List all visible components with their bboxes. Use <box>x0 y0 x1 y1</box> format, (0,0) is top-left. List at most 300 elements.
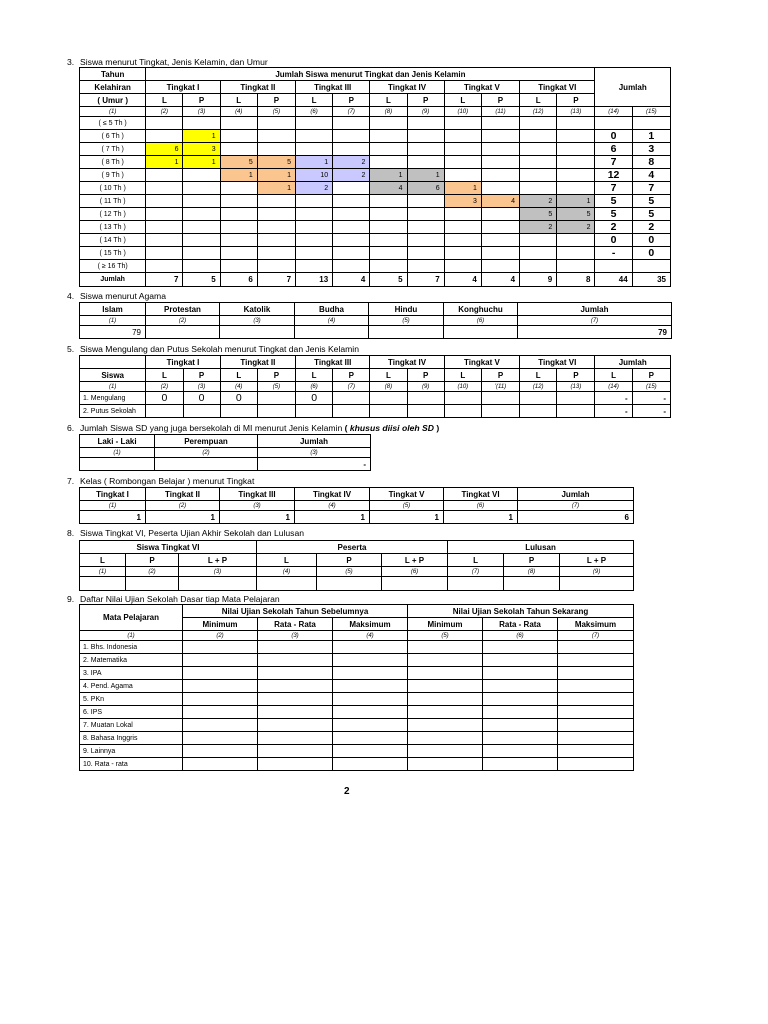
total-value: 4 <box>333 273 370 287</box>
score-cell <box>183 758 258 771</box>
l-header: L <box>220 369 257 382</box>
religion-value: 79 <box>518 326 672 339</box>
l-header: L <box>146 94 183 107</box>
blank-cell <box>80 356 146 369</box>
religion-header: Protestan <box>146 303 220 316</box>
cell-value <box>520 169 557 182</box>
cell-value <box>370 156 407 169</box>
score-subheader: Rata - Rata <box>483 618 558 631</box>
cell-value <box>257 260 295 273</box>
column-number: (14) <box>595 107 632 117</box>
p-header: P <box>632 369 670 382</box>
score-cell <box>333 732 408 745</box>
cell-value <box>296 130 333 143</box>
empty-cell <box>179 577 257 591</box>
cell-value <box>481 182 519 195</box>
cell-value <box>481 117 519 130</box>
cell-value <box>481 143 519 156</box>
score-cell <box>408 641 483 654</box>
cell-value <box>257 234 295 247</box>
score-cell <box>408 719 483 732</box>
cell-value <box>183 247 220 260</box>
score-cell <box>183 641 258 654</box>
cell-value <box>370 195 407 208</box>
p-header: P <box>333 94 370 107</box>
column-number: (11) <box>481 107 519 117</box>
cell-value <box>407 234 444 247</box>
cell-value: 6 <box>407 182 444 195</box>
tingkat-header: Tingkat VI <box>444 488 518 501</box>
cell-value <box>296 234 333 247</box>
column-number: (8) <box>370 107 407 117</box>
cell-value <box>370 234 407 247</box>
siswa-tingkat-vi-header: Siswa Tingkat VI <box>80 541 257 554</box>
p-header: P <box>407 369 444 382</box>
table-row <box>80 758 634 771</box>
total-p: - <box>632 405 670 418</box>
cell-value <box>183 195 220 208</box>
table-row <box>80 435 371 448</box>
total-l: - <box>595 405 632 418</box>
cell-value <box>370 208 407 221</box>
cell-value <box>370 130 407 143</box>
column-number: (7) <box>448 567 504 577</box>
column-number: (3) <box>220 316 295 326</box>
score-cell <box>258 641 333 654</box>
l-header: L <box>146 369 183 382</box>
cell-value <box>296 221 333 234</box>
cell-value <box>370 392 407 405</box>
l-header: L <box>296 94 333 107</box>
column-number: (3) <box>258 448 371 458</box>
column-number: (1) <box>80 567 126 577</box>
total-l: 12 <box>595 169 632 182</box>
cell-value <box>444 405 481 418</box>
tingkat-header: Tingkat IV <box>295 488 370 501</box>
table-row <box>80 356 671 369</box>
religion-value: 79 <box>80 326 146 339</box>
cell-value: 1 <box>183 130 220 143</box>
cell-value <box>183 182 220 195</box>
cell-value <box>407 221 444 234</box>
class-count: 1 <box>444 511 518 524</box>
cell-value <box>557 392 595 405</box>
cell-value <box>296 117 333 130</box>
table-row <box>80 719 634 732</box>
cell-value <box>220 234 257 247</box>
l-header: L <box>595 369 632 382</box>
total-p: 0 <box>632 234 670 247</box>
cell-value: 1 <box>407 169 444 182</box>
score-subheader: Minimum <box>408 618 483 631</box>
gender-subheader: P <box>317 554 382 567</box>
score-cell <box>258 732 333 745</box>
table-row <box>80 706 634 719</box>
total-p: - <box>632 392 670 405</box>
cell-value <box>481 221 519 234</box>
religion-value <box>220 326 295 339</box>
cell-value <box>444 247 481 260</box>
cell-value: 2 <box>333 169 370 182</box>
table-row <box>80 107 671 117</box>
column-number: (6) <box>296 382 333 392</box>
total-l: 7 <box>595 182 632 195</box>
section-9-title: 9. Daftar Nilai Ujian Sekolah Dasar tiap Mata Pelajaran <box>67 594 280 604</box>
column-number: (4) <box>295 316 369 326</box>
p-header: P <box>557 94 595 107</box>
column-number: (8) <box>504 567 560 577</box>
cell-value <box>183 169 220 182</box>
l-header: L <box>220 94 257 107</box>
cell-value <box>333 392 370 405</box>
cell-value: 0 <box>296 392 333 405</box>
column-number: (2) <box>146 316 220 326</box>
cell-value <box>220 260 257 273</box>
kelahiran-header: Kelahiran <box>80 81 146 94</box>
table-row <box>80 208 671 221</box>
religion-value <box>295 326 369 339</box>
column-number: (14) <box>595 382 632 392</box>
religion-table <box>79 302 672 339</box>
l-header: L <box>520 369 557 382</box>
column-number: (7) <box>518 501 634 511</box>
cell-value <box>370 247 407 260</box>
column-number: (4) <box>220 107 257 117</box>
p-header: P <box>333 369 370 382</box>
l-header: L <box>520 94 557 107</box>
score-cell <box>333 667 408 680</box>
cell-value <box>183 234 220 247</box>
total-value: 7 <box>407 273 444 287</box>
table-row <box>80 641 634 654</box>
tahun-header: Tahun <box>80 68 146 81</box>
column-number: (13) <box>557 107 595 117</box>
score-cell <box>183 654 258 667</box>
prev-year-header: Nilai Ujian Sekolah Tahun Sebelumnya <box>183 605 408 618</box>
cell-value <box>333 405 370 418</box>
total-l: 5 <box>595 195 632 208</box>
cell-value: 2 <box>296 182 333 195</box>
empty-cell <box>257 577 317 591</box>
gender-subheader: P <box>126 554 179 567</box>
section-7-title: 7. Kelas ( Rombongan Belajar ) menurut Tingkat <box>67 476 255 486</box>
cell-value <box>481 247 519 260</box>
p-header: P <box>557 369 595 382</box>
cell-value <box>220 247 257 260</box>
cell-value: 1 <box>146 156 183 169</box>
cell-value <box>183 208 220 221</box>
empty-cell <box>504 577 560 591</box>
l-header: L <box>370 369 407 382</box>
tingkat-header: Tingkat V <box>444 81 519 94</box>
total-p <box>632 117 670 130</box>
score-cell <box>558 719 634 732</box>
cell-value <box>183 260 220 273</box>
column-number: (6) <box>444 316 518 326</box>
column-number: (4) <box>333 631 408 641</box>
tingkat-header: Tingkat III <box>220 488 295 501</box>
cell-value: 0 <box>220 392 257 405</box>
p-header: P <box>183 94 220 107</box>
sd-mi-table <box>79 434 371 471</box>
age-label: ( 11 Th ) <box>80 195 146 208</box>
total-p: 3 <box>632 143 670 156</box>
score-cell <box>408 680 483 693</box>
cell-value <box>333 195 370 208</box>
cell-value: 2 <box>520 221 557 234</box>
cell-value <box>444 130 481 143</box>
cell-value <box>557 156 595 169</box>
total-p: 5 <box>632 195 670 208</box>
tingkat-header: Tingkat I <box>146 356 220 369</box>
cell-value <box>407 143 444 156</box>
table-row <box>80 511 634 524</box>
cell-value <box>296 405 333 418</box>
grand-total-l: 44 <box>595 273 632 287</box>
score-cell <box>558 732 634 745</box>
cell-value: 5 <box>257 156 295 169</box>
cell-value <box>520 247 557 260</box>
age-label: ( 14 Th ) <box>80 234 146 247</box>
table-row <box>80 234 671 247</box>
cell-value <box>220 405 257 418</box>
l-header: L <box>444 94 481 107</box>
score-cell <box>183 719 258 732</box>
cell-value <box>520 405 557 418</box>
cell-value <box>333 182 370 195</box>
total-value: 8 <box>557 273 595 287</box>
table-row <box>80 143 671 156</box>
cell-value: 1 <box>183 156 220 169</box>
tingkat-header: Tingkat VI <box>520 356 595 369</box>
cell-value <box>296 247 333 260</box>
column-number: (15) <box>632 107 670 117</box>
cell-value <box>557 130 595 143</box>
cell-value <box>146 260 183 273</box>
score-cell <box>483 680 558 693</box>
gender-value <box>80 458 155 471</box>
cell-value <box>220 143 257 156</box>
score-subheader: Maksimum <box>333 618 408 631</box>
class-count: 1 <box>220 511 295 524</box>
column-number: (6) <box>483 631 558 641</box>
jumlah-siswa-header: Jumlah Siswa menurut Tingkat dan Jenis Kelamin <box>146 68 595 81</box>
table-row <box>80 303 672 316</box>
score-cell <box>483 693 558 706</box>
score-cell <box>483 654 558 667</box>
score-cell <box>183 667 258 680</box>
lulusan-header: Lulusan <box>448 541 634 554</box>
cell-value <box>183 405 220 418</box>
class-count: 1 <box>295 511 370 524</box>
column-number: (2) <box>146 107 183 117</box>
column-number: (3) <box>179 567 257 577</box>
subject-label: 6. IPS <box>80 706 183 719</box>
cell-value <box>407 260 444 273</box>
empty-cell <box>382 577 448 591</box>
cell-value <box>481 130 519 143</box>
gender-subheader: L <box>257 554 317 567</box>
column-number: (12) <box>520 107 557 117</box>
score-cell <box>183 745 258 758</box>
cell-value <box>481 405 519 418</box>
gender-header: Jumlah <box>258 435 371 448</box>
cell-value <box>557 234 595 247</box>
cell-value <box>520 392 557 405</box>
total-value: 9 <box>520 273 557 287</box>
religion-value <box>369 326 444 339</box>
total-value: 7 <box>146 273 183 287</box>
cell-value <box>481 169 519 182</box>
table-row <box>80 117 671 130</box>
table-row <box>80 554 634 567</box>
cell-value <box>146 234 183 247</box>
score-cell <box>408 732 483 745</box>
empty-cell <box>448 577 504 591</box>
section-5-title: 5. Siswa Mengulang dan Putus Sekolah menurut Tingkat dan Jenis Kelamin <box>67 344 359 354</box>
tingkat-header: Tingkat IV <box>370 356 444 369</box>
tingkat-header: Tingkat I <box>146 81 220 94</box>
cell-value <box>407 392 444 405</box>
p-header: P <box>407 94 444 107</box>
column-number: (3) <box>183 382 220 392</box>
table-row <box>80 458 371 471</box>
cell-value <box>220 195 257 208</box>
total-l: - <box>595 392 632 405</box>
tingkat-header: Tingkat II <box>146 488 220 501</box>
score-subheader: Rata - Rata <box>258 618 333 631</box>
column-number: (7) <box>558 631 634 641</box>
score-cell <box>258 719 333 732</box>
siswa-header: Siswa <box>80 369 146 382</box>
cell-value: 2 <box>557 221 595 234</box>
cell-value <box>444 221 481 234</box>
cell-value <box>557 182 595 195</box>
religion-header: Budha <box>295 303 369 316</box>
age-label: ( 15 Th ) <box>80 247 146 260</box>
tingkat-header: Jumlah <box>518 488 634 501</box>
column-number: (1) <box>80 448 155 458</box>
cell-value <box>257 247 295 260</box>
score-cell <box>483 732 558 745</box>
repeat-dropout-table <box>79 355 671 418</box>
total-l: 2 <box>595 221 632 234</box>
cell-value <box>407 130 444 143</box>
column-number: (3) <box>183 107 220 117</box>
score-cell <box>183 706 258 719</box>
table-row <box>80 567 634 577</box>
score-cell <box>258 680 333 693</box>
cell-value <box>444 392 481 405</box>
cell-value <box>257 392 295 405</box>
tingkat-header: Jumlah <box>595 356 671 369</box>
cell-value: 1 <box>257 169 295 182</box>
column-number: (2) <box>146 501 220 511</box>
total-value: 5 <box>183 273 220 287</box>
cell-value <box>257 143 295 156</box>
score-cell <box>558 680 634 693</box>
cell-value <box>146 247 183 260</box>
cell-value <box>370 117 407 130</box>
cell-value: 1 <box>296 156 333 169</box>
cell-value <box>220 208 257 221</box>
subject-label: 4. Pend. Agama <box>80 680 183 693</box>
score-cell <box>258 654 333 667</box>
cell-value <box>257 195 295 208</box>
column-number: '(11) <box>481 382 519 392</box>
score-cell <box>483 667 558 680</box>
empty-cell <box>126 577 179 591</box>
cell-value: 2 <box>333 156 370 169</box>
mapel-header: Mata Pelajaran <box>80 605 183 631</box>
table-row <box>80 81 671 94</box>
score-cell <box>558 706 634 719</box>
table-row <box>80 501 634 511</box>
gender-header: Perempuan <box>155 435 258 448</box>
cell-value <box>481 156 519 169</box>
section-4-title: 4. Siswa menurut Agama <box>67 291 166 301</box>
tingkat-header: Tingkat II <box>220 356 295 369</box>
column-number: (3) <box>220 501 295 511</box>
column-number: (7) <box>333 382 370 392</box>
cell-value <box>407 247 444 260</box>
age-label: ( 7 Th ) <box>80 143 146 156</box>
cell-value <box>444 208 481 221</box>
cell-value <box>220 182 257 195</box>
exam-scores-table <box>79 604 634 771</box>
subject-label: 10. Rata - rata <box>80 758 183 771</box>
cell-value <box>520 260 557 273</box>
cell-value <box>183 221 220 234</box>
column-number: (1) <box>80 501 146 511</box>
total-l: 7 <box>595 156 632 169</box>
table-row <box>80 169 671 182</box>
column-number: (1) <box>80 382 146 392</box>
table-row <box>80 156 671 169</box>
cell-value <box>296 260 333 273</box>
score-cell <box>258 745 333 758</box>
section-3-title: 3. Siswa menurut Tingkat, Jenis Kelamin, dan Umur <box>67 57 268 67</box>
score-cell <box>558 758 634 771</box>
score-cell <box>183 693 258 706</box>
empty-cell <box>80 577 126 591</box>
cell-value <box>220 117 257 130</box>
section-6-title: 6. Jumlah Siswa SD yang juga bersekolah di MI menurut Jenis Kelamin ( khusus diisi oleh SD ) <box>67 423 440 433</box>
total-value: 13 <box>296 273 333 287</box>
column-number: (8) <box>370 382 407 392</box>
cell-value <box>407 208 444 221</box>
p-header: P <box>183 369 220 382</box>
cell-value <box>257 130 295 143</box>
page-number: 2 <box>344 786 350 797</box>
column-number: (5) <box>369 316 444 326</box>
total-l: 0 <box>595 130 632 143</box>
table-row <box>80 541 634 554</box>
cell-value <box>333 247 370 260</box>
tingkat-header: Tingkat VI <box>520 81 595 94</box>
cell-value <box>557 143 595 156</box>
subject-label: 7. Muatan Lokal <box>80 719 183 732</box>
class-count: 1 <box>370 511 444 524</box>
cell-value <box>333 130 370 143</box>
score-cell <box>408 758 483 771</box>
cell-value <box>146 405 183 418</box>
column-number: (9) <box>407 382 444 392</box>
cell-value <box>481 392 519 405</box>
score-cell <box>483 758 558 771</box>
cell-value: 3 <box>444 195 481 208</box>
cell-value <box>520 234 557 247</box>
